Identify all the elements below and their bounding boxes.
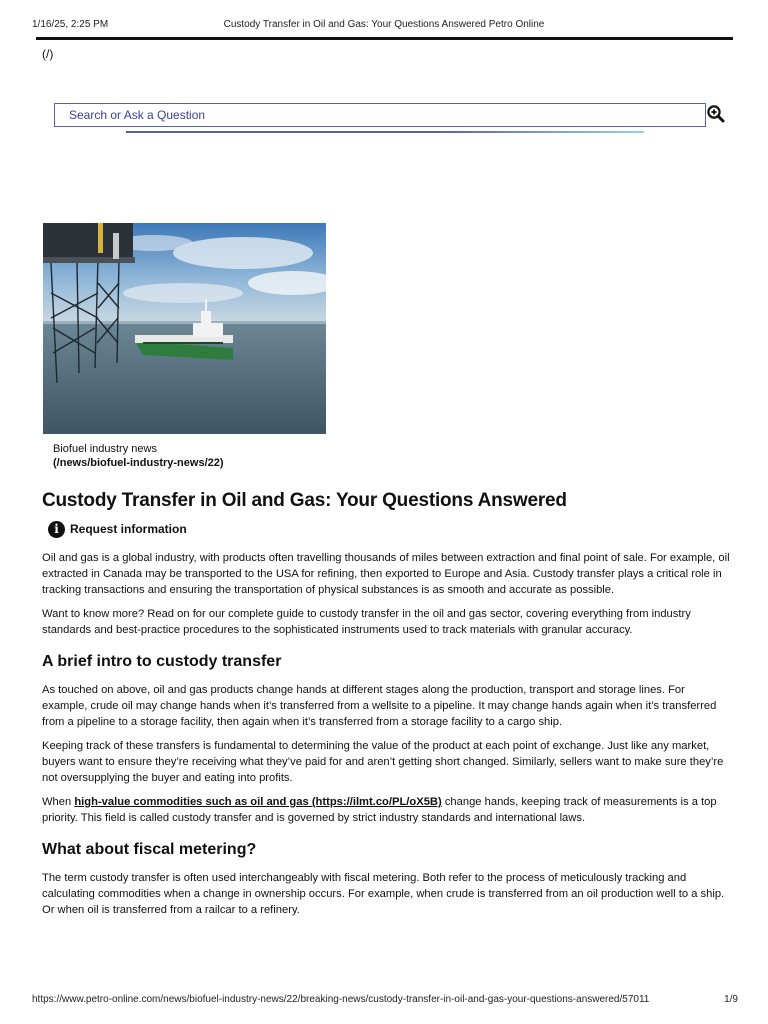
magnifier-plus-icon[interactable] xyxy=(706,104,726,124)
section1-paragraph-3 xyxy=(42,794,732,826)
print-header xyxy=(0,19,768,33)
print-page-title: Custody Transfer in Oil and Gas: Your Questions Answered Petro Online xyxy=(223,19,545,30)
article-title: Custody Transfer in Oil and Gas: Your Questions Answered xyxy=(42,490,567,511)
search-input[interactable] xyxy=(55,104,705,126)
hero-image xyxy=(43,223,326,434)
intro-paragraph-2: Want to know more? Read on for our complete guide to custody transfer in the oil and gas sector, covering everything from industry standards and best-practice procedures to the sophisticated instruments used to track materials with granular accuracy. xyxy=(42,608,691,636)
home-link[interactable]: (/) xyxy=(42,47,54,61)
print-footer xyxy=(0,994,768,1008)
section1-paragraph-1: As touched on above, oil and gas products change hands at different stages along the production, transport and storage lines. For example, crude oil may change hands when it’s transferred from a wellsite to a pipeline. It may change hands again when it’s transferred from a pipeline to a storage facility, then again when it’s transferred from a storage facility to a cargo ship. xyxy=(42,684,717,728)
search-box xyxy=(54,103,706,127)
commodities-link[interactable]: high-value commodities such as oil and gas (https://ilmt.co/PL/oX5B) xyxy=(74,796,442,808)
category-link[interactable]: (/news/biofuel-industry-news/22) xyxy=(53,457,224,469)
category-label: Biofuel industry news xyxy=(53,443,157,455)
section2-paragraph-1: The term custody transfer is often used interchangeably with fiscal metering. Both refer to the process of meticulously tracking and calculating commodities when a change in ownership occurs. For example, when crude is transferred from an oil production well to a ship. Or when oil is transferred from a railcar to a refinery. xyxy=(42,872,725,916)
paragraph-text: change hands, keeping track of measurements is a top priority. This field is called custody transfer and is governed by strict industry standards and international laws. xyxy=(42,796,717,824)
intro-paragraph-1: Oil and gas is a global industry, with products often travelling thousands of miles between extraction and final point of sale. For example, oil extracted in Canada may be transported to the USA for refining, then exported to Europe and Asia. Custody transfer plays a critical role in tracking transactions and ensuring the transportation of physical substances is as smooth and accurate as possible. xyxy=(42,552,730,596)
top-divider xyxy=(36,37,733,40)
section-heading-fiscal-metering: What about fiscal metering? xyxy=(42,841,257,858)
page-counter: 1/9 xyxy=(724,994,738,1005)
section-heading-intro: A brief intro to custody transfer xyxy=(42,653,282,670)
request-information-label[interactable]: Request information xyxy=(70,522,187,536)
section1-paragraph-2: Keeping track of these transfers is fundamental to determining the value of the product at each point of exchange. Just like any market, buyers want to ensure they’re receiving what they’ve paid for and aren’t getting short changed. Similarly, sellers want to make sure they’re not oversupplying the buyer and eating into profits. xyxy=(42,740,724,784)
search-underline xyxy=(126,131,644,133)
paragraph-text: When xyxy=(42,796,75,808)
info-icon: i xyxy=(48,521,65,538)
article-body xyxy=(42,490,732,918)
print-datetime: 1/16/25, 2:25 PM xyxy=(32,19,109,30)
request-information-button[interactable] xyxy=(48,520,732,538)
print-url: https://www.petro-online.com/news/biofuel-industry-news/22/breaking-news/custody-transfer-in-oil-and-gas-your-questions-answered/57011 xyxy=(32,994,650,1005)
